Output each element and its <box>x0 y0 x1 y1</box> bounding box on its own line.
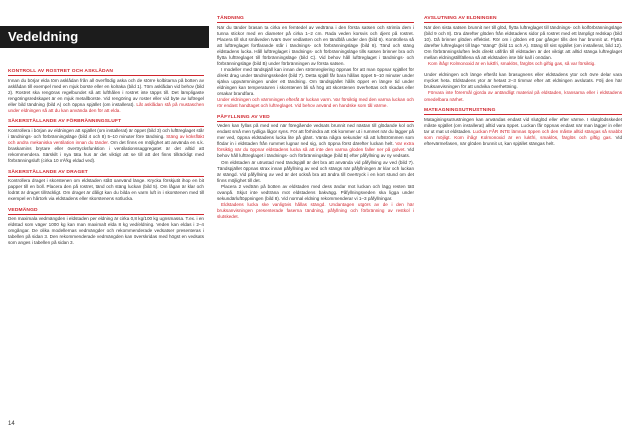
section-pafyllning <box>217 115 414 220</box>
section-heading: MATEAGNINGSUTRUSTNING <box>424 107 496 113</box>
warning-text: Eldstadens lucka ske vanligtvis hållas stängd. Undantagen utgörs av de i den här bruksanvisningen presenterade faserna tändning, påfyllning och förbränning av restkol i slutskedet. <box>217 201 414 219</box>
section-draget <box>8 170 204 203</box>
warning-text: Under eldningen och värmningen efteråt är luckan varm. Var försiktig med den varma luckan och rör endast handtaget och luftreglaget. Vid behov använd en handske som tål värme. <box>217 97 414 109</box>
column-1 <box>8 69 204 252</box>
section-kontroll <box>8 69 204 114</box>
section-divider <box>424 22 622 23</box>
section-divider <box>8 214 204 215</box>
section-vedmangd <box>8 208 204 247</box>
section-divider <box>217 22 414 23</box>
section-avslutning <box>424 16 622 67</box>
column-2 <box>217 16 414 225</box>
section-divider <box>424 114 622 115</box>
section-heading: PÅFYLLNING AV VED <box>217 114 270 120</box>
page-title: Vedeldning <box>8 29 79 44</box>
title-bar <box>0 26 209 48</box>
section-body: Under eldningen och länge efteråt kan brasugnens eller eldstadens ytor och övre delar vara mycket heta. Eldstadens ytor är hetast 2–3 timmar efter att eldningen avslutats. Följ den här bruksanvisningen för att undvika överhettning. <box>424 72 622 90</box>
section-body: När den sista satsen brunnit ner till glöd, flytta luftreglaget till tändnings- och kolförbränningsläge (bild 9 och 8). Dra därefter glöden från eldstadens sidor på rostret med ett lämpligt redskap (bild 10). Då brinner glöden effektivt. Rör om i glöden ett par gånger tills den har brunnit ut. Flytta därefter luftreglaget till läge "stängt" (bild 11 och A). Stäng till sist spjället (om installerat, bild 12). Om förbränningsluften leds direkt utifrån till eldstaden är det viktigt att alltid stänga luftreglaget mellan eldningstillfällena så att eldstaden inte blir kall i onödan. <box>424 24 622 60</box>
section-body: Kontrollera i början av eldningen att spjället (om installerat) är öppet (bild 3) och lufttreglaget står i tändnings- och förbränningsläge (bild 4 och 8) 5–10 minuter före tändning. Stäng av köksfläkt och andra mekaniska ventilation innan du tänder. Om det finns en möjlighet att använda en s.k. braskamins brytare eller övertrycksfunktion i ventilationssaggregatet är det alltid att rekommendera. Särskilt i nya täta hus är det viktigt att se till att det finns tillräckligt med förbränningsluft (cirka 10 m³/kg eldad ved). <box>8 127 204 164</box>
column-3 <box>424 16 622 152</box>
warning-text: Låt asklådan stå på mustaschen under eldningen så att du kan använda den för att elda. <box>8 101 205 113</box>
section-heading: AVSLUTNING AV ELDNINGEN <box>424 16 497 21</box>
section-heading: SÄKERSTÄLLANDE AV DRAGET <box>8 169 88 175</box>
section-mateagning <box>424 108 622 147</box>
page-number: 14 <box>8 421 15 427</box>
section-divider <box>217 121 414 122</box>
warning-text: Var extra försiktig när du öppnar eldstadens lucka så att inte den varma gloden faller ner på golvet. <box>217 141 415 153</box>
section-body: Den maximala vedmängden i eldstaden per eldning är cirka 0,8 kg/100 kg ugnsmassa. T.ex. i en eldstad som väger 1000 kg kan man maximalt elda 8 kg ved/eldning. Veden kan eldas i 2–4 omgångar. De olika modellernas vedmängder och rekommenderade vedsatser presenteras i tabellen på sidan 3. Den rekommenderade vedmängden kan överskridas med högst en vedsats som anges i tabellen på sidan 3. <box>8 216 204 246</box>
section-body: Placera 2 vedträn på botten av eldstaden med dess ändar mot luckan och lägg resten tätt ovanpå. Skjut inte vedträna mot eldstadens bakvägg. Påfyllningsveden ska ligga under sekundärluftöppningen (bild 8). Vid normal eldning rekommenderar vi 1–3 påfyllningar. <box>217 183 414 201</box>
section-body: Mataginingsutrustningen kan användas endast vid slutglöd eller efter värme. I slutglödsskedet måste spjället (om installerat) alltid vara öppet. Luckan får öppnas endast när man lägger in eller tar ut mat ut eldstaden. Luckan FÅR INTE lämnas öppen och den måste alltid stängas så snabbt som möjligt. Kom ihåg! Kolmonoxid är en luktfri, smaklös, färglös och giftig gas. Vid eftervärmefasen, när glöden brunnit ut, kan spjället stängas helt. <box>424 116 622 146</box>
section-heading: VEDMÄNGD <box>8 207 38 213</box>
section-body: I modeller med tändspjäll kan innan den strömreglering öppnas för att man öppnar spjället för direkt drag under tändningsskedet (bild 7). Detta spjäll får bara hållas öppet 5–10 minuter under själva uppvärmningen under ett tändning. Om tändspjället hålls öppet en längre tid under eldningen kan temperaturen i skorstenen bli så hög att skorstenen överhettas och skadas eller orsakar brandfara. <box>217 66 414 97</box>
section-body: Kontrollera draget i skorstenen om eldstaden stått oanvänd länge. Krycka förskjutit ihop en bit papper till en boll. Placera den på rostret, tänd och stäng luckan (bild 5). Om lågan är klar och lodrät är draget tillräckligt. Om draget är dåligt kan du bilda en varm luft in i skorstenen med till exempel en hårtork via eldstadens eller skorstenens sotlucka. <box>8 178 204 202</box>
warning-text: Luckan FÅR INTE lämnas öppen och den måste alltid stängas så snabbt som möjligt. Kom ihåg! Kolmonoxid är en luktfri, smaklös, färglös och giftig gas. <box>424 128 622 140</box>
warning-text: Förvara inte förermål gjorda av antändligt material på eldstaden, kransarna eller i eldstadens omedelbara närhet. <box>424 90 622 102</box>
section-forbranningsluft <box>8 119 204 164</box>
warning-text: Kom ihåg! Kolmonoxid är en luktfri, smaklös, färglös och giftig gas, så var försiktig. <box>428 60 596 66</box>
section-divider <box>8 176 204 177</box>
section-divider <box>8 75 204 76</box>
section-body: Innan du börjar elda töm asklådan från all överflödig aska och de större kolbitarna på botten av asklådan till exempel med en mjuk borste eller en kolraka (bild 1). Töm asklådan vid behov (bild 2). Rostret ska rengöras regelbundet så att lufthålen i rostret inte täpps till. Det lämpligaste rengöringsredskapet är en mjuk metallborste. Vid rengöring av roster eller vid byte av luftregel eller bild tändning (bild A) och öppna spjället (om installerat). Låt asklådan stå på mustaschen under eldningen så att du kan använda den för att elda. <box>8 77 205 113</box>
section-body: När du tänder brasan ta cirka en femtedel av vedträna i den första satsen och strimla dem i tunna stickor med en diameter på cirka 1–2 cm. Rada veden korsvis och djent på rostret. Placera till slut småveden tvärs över vedlasten och en tändblå under den (bild 6). Kontrollera så att lufttreglaget fortfarande står i tändnings- och förbränningsläge (bild 8). Tänd och stäng eldstadens lucka. Håll lufttreglaget i tändnings- och förbränningsläge tills satsen brinner bra och flytta lufttreglaget till förbränningsläge (bild C). Vid behov håll lufttreglaget i tändnings- och förbränningsläge (bild B) under förbränningen av första satsen. <box>217 24 414 66</box>
section-heta-ytor <box>424 72 622 102</box>
section-tandning <box>217 16 414 109</box>
section-body: Om eldstaden är utrustad med tändspjäll är det bra att använda vid påfyllning av ved (bild 7). Tändspjället öppnas strax innan påfyllning av ved och stängs när påfyllningen är klar och luckan är stängd. Vid påfyllning av ved är det också bra att ändra till övertryck i en kort stund om det finns möjlighet till det. <box>217 159 414 183</box>
section-heading: SÄKERSTÄLLANDE AV FÖRBRÄNNINGSLUFT <box>8 119 122 125</box>
section-heading: TÄNDNING <box>217 16 245 21</box>
section-heading: KONTROLL AV ROSTRET OCH ASKLÅDAN <box>8 69 114 74</box>
section-body: Veden kan fyllas på med ved när föregående vedsats brunnit ned nästan till glödande kol och endast små men tydliga lågor syns. För att förhindra att rök kommer ut i rummet när du lägger på mer ved, öppna eldstadens lucka lite på glänt. Vänta några sekunder så att luftströmmen som flödar in i eldstaden från rummet lugnar ned sig, och öppna först därefter luckan helt. Var extra försiktig när du öppnar eldstadens lucka så att inte den varma gloden faller ner på golvet. Vid behov håll lufttreglaget i tändnings- och förbränningsläge (bild B) efter påfyllning av ny vedsats. <box>217 123 415 159</box>
section-divider <box>8 126 204 127</box>
warning-text: Stäng av köksfläkt och andra mekaniska ventilation innan du tänder. <box>8 133 204 145</box>
